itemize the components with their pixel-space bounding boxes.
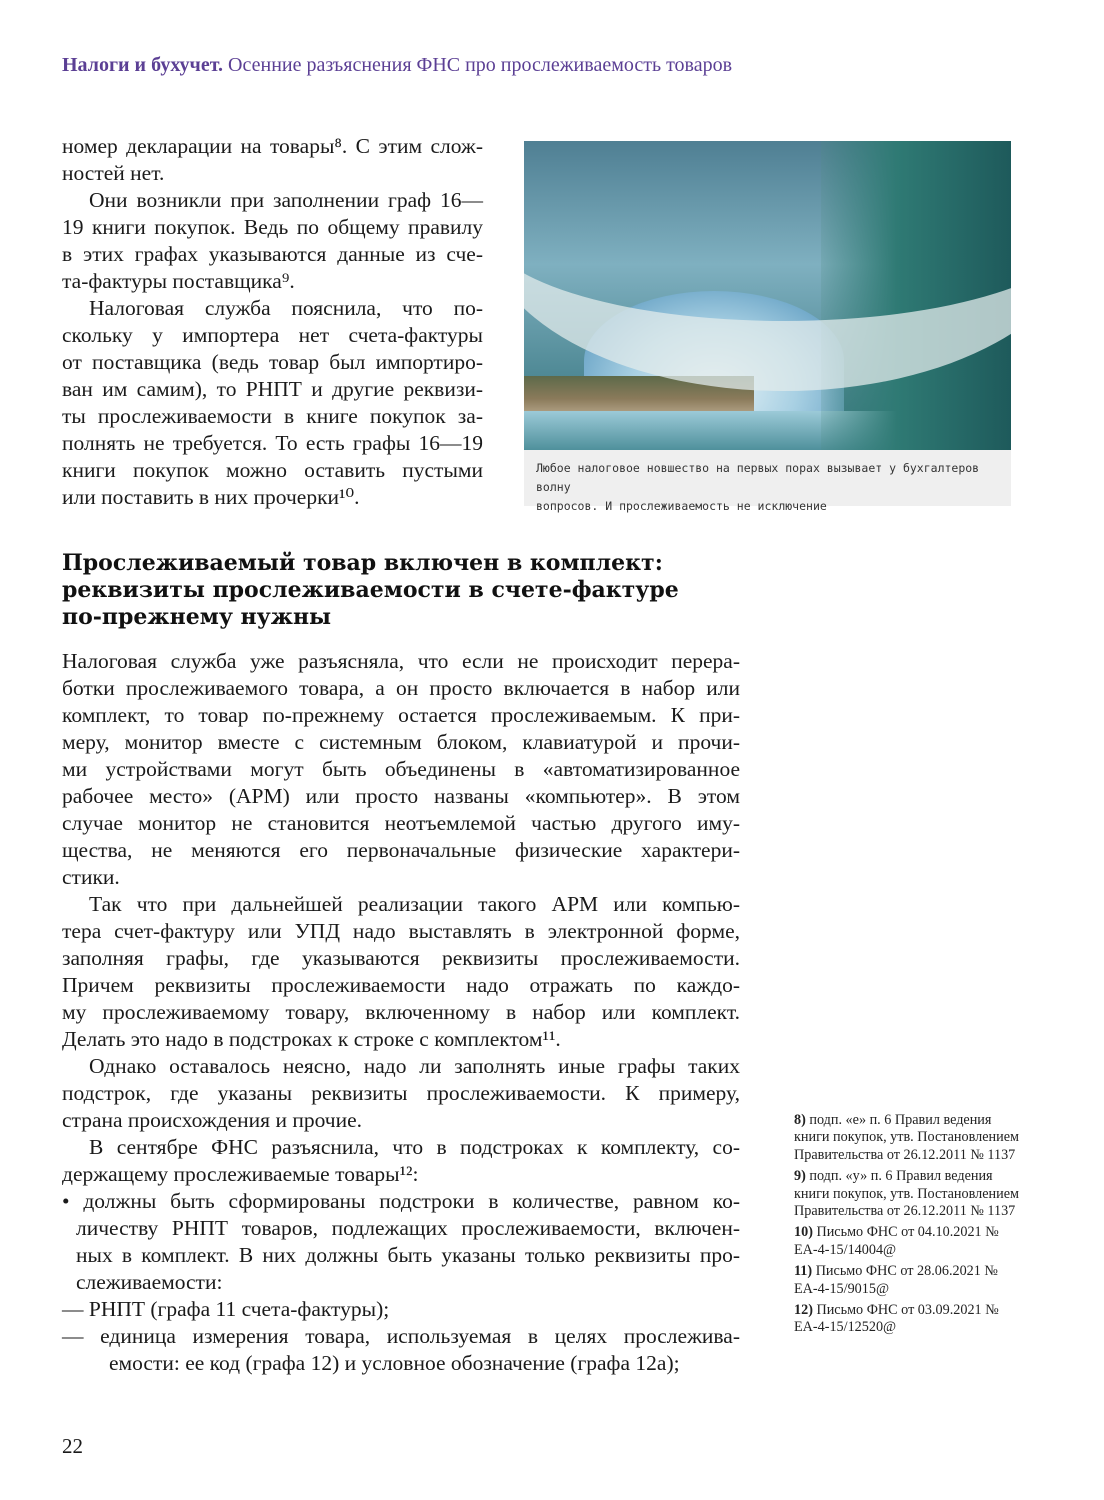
footnote-number: 8) bbox=[794, 1112, 806, 1128]
text-line: личеству РНПТ товаров, подлежащих прослеживаемости, включен- bbox=[76, 1216, 740, 1240]
paragraph bbox=[62, 295, 483, 511]
text-line: книги покупок можно оставить пустыми bbox=[62, 458, 483, 482]
text-line: страна происхождения и прочие. bbox=[62, 1108, 363, 1132]
text-line: рабочее место» (АРМ) или просто названы «компьютер». В этом bbox=[62, 784, 740, 808]
paragraph bbox=[62, 1296, 740, 1323]
text-line: Однако оставалось неясно, надо ли заполнять иные графы таких bbox=[89, 1054, 740, 1078]
footnote-text: Письмо ФНС от 03.09.2021 № ЕА-4-15/12520@ bbox=[794, 1302, 999, 1336]
text-line: Налоговая служба пояснила, что по- bbox=[89, 296, 483, 320]
text-line: Причем реквизиты прослеживаемости надо отражать по каждо- bbox=[62, 973, 740, 997]
footnote bbox=[794, 1224, 1019, 1259]
paragraph bbox=[62, 1188, 740, 1296]
text-line: Налоговая служба уже разъясняла, что если не происходит перера- bbox=[62, 649, 740, 673]
running-header bbox=[62, 54, 732, 77]
text-line: тера счет-фактуру или УПД надо выставлять в электронной форме, bbox=[62, 919, 740, 943]
section-heading bbox=[62, 550, 679, 631]
header-section: Налоги и бухучет. bbox=[62, 54, 224, 76]
paragraph bbox=[62, 891, 740, 1053]
footnote bbox=[794, 1263, 1019, 1298]
footnote-number: 11) bbox=[794, 1263, 813, 1280]
text-line: 19 книги покупок. Ведь по общему правилу bbox=[62, 215, 483, 239]
text-line: меру, монитор вместе с системным блоком, клавиатурой и прочи- bbox=[62, 730, 740, 754]
text-line: Делать это надо в подстроках к строке с комплектом¹¹. bbox=[62, 1027, 561, 1051]
footnote-number: 12) bbox=[794, 1302, 813, 1319]
text-line: щества, не меняются его первоначальные физические характери- bbox=[62, 838, 740, 862]
photo-caption bbox=[524, 450, 1011, 513]
text-line: в этих графах указываются данные из сче- bbox=[62, 242, 483, 266]
paragraph bbox=[62, 133, 483, 187]
text-line: емости: ее код (графа 12) и условное обозначение (графа 12а); bbox=[109, 1351, 680, 1375]
paragraph bbox=[62, 1134, 740, 1188]
text-line: — РНПТ (графа 11 счета-фактуры); bbox=[62, 1297, 390, 1321]
left-column-text bbox=[62, 133, 483, 511]
page-number: 22 bbox=[62, 1434, 83, 1458]
text-line: скольку у импортера нет счета-фактуры bbox=[62, 323, 483, 347]
footnote bbox=[794, 1302, 1019, 1337]
heading-line: реквизиты прослеживаемости в счете-фактуре bbox=[62, 577, 679, 603]
text-line: му прослеживаемому товару, включенному в набор или комплект. bbox=[62, 1000, 740, 1024]
footnote-text: подп. «е» п. 6 Правил ведения книги покупок, утв. Постановлением Правительства от 26.12.2011 № 1137 bbox=[794, 1112, 1019, 1163]
text-line: подстрок, где указаны реквизиты прослеживаемости. К примеру, bbox=[62, 1081, 740, 1105]
footnote-number: 9) bbox=[794, 1168, 806, 1185]
wave-photo bbox=[524, 141, 1011, 450]
text-line: полнять не требуется. То есть графы 16—19 bbox=[62, 431, 483, 455]
text-line: или поставить в них прочерки¹⁰. bbox=[62, 485, 360, 509]
paragraph bbox=[62, 648, 740, 891]
text-line: ван им самим), то РНПТ и другие реквизи- bbox=[62, 377, 483, 401]
footnotes bbox=[794, 1112, 1019, 1341]
text-line: держащему прослеживаемые товары¹²: bbox=[62, 1162, 419, 1186]
text-line: ных в комплект. В них должны быть указаны только реквизиты про- bbox=[76, 1243, 740, 1267]
caption-line: Любое налоговое новшество на первых порах вызывает у бухгалтеров волну bbox=[536, 461, 980, 494]
text-line: В сентябре ФНС разъяснила, что в подстроках к комплекту, со- bbox=[89, 1135, 740, 1159]
text-line: номер декларации на товары⁸. С этим слож- bbox=[62, 134, 483, 158]
footnote-number: 10) bbox=[794, 1224, 813, 1241]
footnote-text: Письмо ФНС от 04.10.2021 № ЕА-4-15/14004@ bbox=[794, 1224, 999, 1258]
text-line: ми устройствами могут быть объединены в «автоматизированное bbox=[62, 757, 740, 781]
text-line: Так что при дальнейшей реализации такого АРМ или компью- bbox=[89, 892, 740, 916]
header-title: Осенние разъяснения ФНС про прослеживаемость товаров bbox=[228, 54, 733, 76]
text-line: ностей нет. bbox=[62, 161, 165, 185]
footnote-text: подп. «у» п. 6 Правил ведения книги покупок, утв. Постановлением Правительства от 26.12.2011 № 1137 bbox=[794, 1168, 1019, 1220]
paragraph bbox=[62, 187, 483, 295]
text-line: — единица измерения товара, используемая в целях прослежива- bbox=[62, 1324, 740, 1348]
text-line: от поставщика (ведь товар был импортиро- bbox=[62, 350, 483, 374]
main-column-text bbox=[62, 648, 740, 1377]
text-line: случае монитор не становится неотъемлемой частью другого иму- bbox=[62, 811, 740, 835]
footnote bbox=[794, 1112, 1019, 1164]
footnote-text: Письмо ФНС от 28.06.2021 № ЕА-4-15/9015@ bbox=[794, 1263, 998, 1297]
paragraph bbox=[62, 1323, 740, 1377]
paragraph bbox=[62, 1053, 740, 1134]
caption-line: вопросов. И прослеживаемость не исключение bbox=[536, 499, 827, 513]
text-line: та-фактуры поставщика⁹. bbox=[62, 269, 295, 293]
text-line: комплект, то товар по-прежнему остается прослеживаемым. К при- bbox=[62, 703, 740, 727]
text-line: стики. bbox=[62, 865, 120, 889]
text-line: • должны быть сформированы подстроки в количестве, равном ко- bbox=[62, 1189, 740, 1213]
heading-line: по-прежнему нужны bbox=[62, 604, 332, 630]
heading-line: Прослеживаемый товар включен в комплект: bbox=[62, 550, 663, 576]
text-line: ботки прослеживаемого товара, а он просто включается в набор или bbox=[62, 676, 740, 700]
text-line: Они возникли при заполнении граф 16— bbox=[89, 188, 483, 212]
footnote bbox=[794, 1168, 1019, 1220]
text-line: ты прослеживаемости в книге покупок за- bbox=[62, 404, 483, 428]
text-line: слеживаемости: bbox=[76, 1270, 223, 1294]
text-line: заполняя графы, где указываются реквизиты прослеживаемости. bbox=[62, 946, 740, 970]
photo-wave-crest bbox=[524, 141, 1011, 391]
